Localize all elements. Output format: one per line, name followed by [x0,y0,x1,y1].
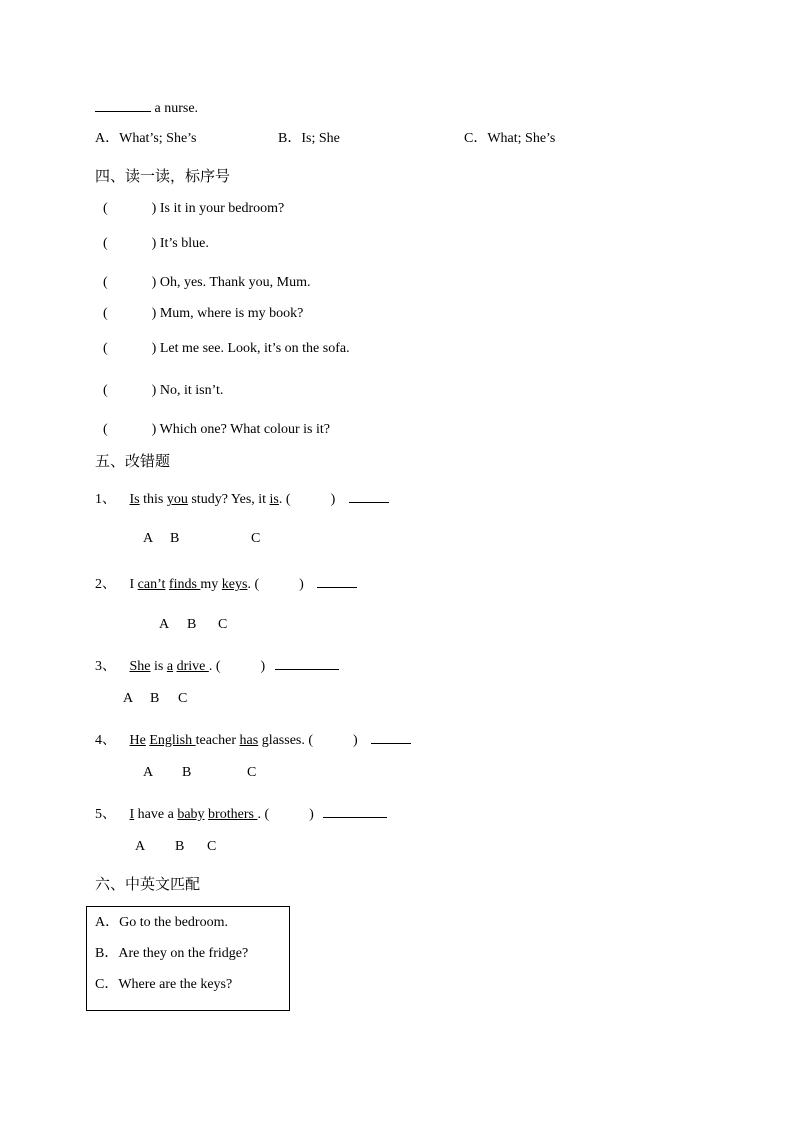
correction-blank[interactable] [349,490,389,503]
text: this [139,492,167,507]
part-c: has [239,733,259,748]
part-b: a [166,659,174,674]
part-c: brothers [208,807,258,822]
part-a: He [129,733,146,748]
text: is [150,659,167,674]
list-item [103,384,223,398]
part-b: finds [168,577,201,592]
letter-a: A [123,691,134,706]
part-a: can’t [137,577,166,592]
paren-open: ( [103,306,108,321]
paren-close: ) [260,659,266,674]
error-question-1 [95,490,389,507]
option-c: C．What; She’s [464,131,556,146]
paren-open: ( [103,201,108,216]
sentence: Mum, where is my book? [159,306,304,321]
correction-blank[interactable] [317,575,357,588]
question-tail [95,99,198,116]
correction-blank[interactable] [371,731,411,744]
paren-open: ( [254,577,260,592]
paren-close: ) [151,422,157,437]
letter-a: A [135,839,146,854]
text: my [200,577,222,592]
paren-close: ) [353,733,358,748]
option-a: A．What’s; She’s [95,131,197,146]
question-number: 4、 [95,733,116,748]
letter-b: B [150,691,160,706]
letter-c: C [207,839,217,854]
part-c: keys [221,577,248,592]
paren-close: ) [151,201,157,216]
section-5-title: 五、改错题 [95,452,171,470]
letter-b: B [187,617,197,632]
text: I [129,577,138,592]
list-item [103,237,209,251]
paren-open: ( [215,659,221,674]
sentence: Let me see. Look, it’s on the sofa. [159,341,350,356]
paren-open: ( [103,383,108,398]
text: have a [134,807,178,822]
text: glasses. [258,733,305,748]
section-6-title: 六、中英文匹配 [95,875,201,893]
letter-a: A [143,765,154,780]
part-b: English [149,733,196,748]
sentence: It’s blue. [159,236,209,251]
text: . [247,577,251,592]
paren-close: ) [151,383,157,398]
letter-b: B [175,839,185,854]
sentence: Oh, yes. Thank you, Mum. [159,275,311,290]
paren-open: ( [103,236,108,251]
letter-c: C [178,691,188,706]
paren-open: ( [264,807,270,822]
question-number: 3、 [95,659,116,674]
sentence: Is it in your bedroom? [159,201,285,216]
part-b: you [166,492,188,507]
correction-blank[interactable] [323,805,387,818]
paren-close: ) [151,275,157,290]
paren-close: ) [299,577,304,592]
paren-open: ( [103,275,108,290]
part-c: drive [176,659,209,674]
letter-b: B [170,531,180,546]
error-question-4 [95,731,411,748]
paren-open: ( [308,733,314,748]
paren-close: ) [309,807,314,822]
question-number: 2、 [95,577,116,592]
paren-open: ( [103,341,108,356]
paren-close: ) [330,492,336,507]
paren-close: ) [151,306,157,321]
correction-blank[interactable] [275,657,339,670]
match-item-b: B．Are they on the fridge? [95,946,249,961]
question-number: 5、 [95,807,116,822]
list-item [103,342,350,356]
text: . [278,492,283,507]
paren-close: ) [151,236,157,251]
question-text: a nurse. [154,101,199,116]
letter-a: A [143,531,154,546]
letter-c: C [247,765,257,780]
letter-b: B [182,765,192,780]
part-a: I [129,807,135,822]
sentence: No, it isn’t. [159,383,224,398]
match-item-a: A．Go to the bedroom. [95,915,228,930]
match-item-c: C．Where are the keys? [95,977,233,992]
list-item [103,276,310,290]
paren-close: ) [151,341,157,356]
letter-c: C [218,617,228,632]
list-item [103,307,303,321]
section-4-title: 四、读一读，标序号 [95,167,231,185]
question-number: 1、 [95,492,116,507]
letter-a: A [159,617,170,632]
part-a: Is [129,492,140,507]
part-b: baby [177,807,205,822]
text: teacher [195,733,240,748]
text: . [208,659,213,674]
sentence: Which one? What colour is it? [159,422,330,437]
list-item [103,423,330,437]
letter-c: C [251,531,261,546]
list-item [103,202,284,216]
part-a: She [129,659,151,674]
answer-blank[interactable] [95,99,151,112]
paren-open: ( [103,422,108,437]
text: . [257,807,261,822]
error-question-3 [95,657,339,674]
text: study? Yes, it [187,492,270,507]
error-question-5 [95,805,387,822]
error-question-2 [95,575,357,592]
option-b: B．Is; She [278,131,340,146]
part-c: is [269,492,279,507]
paren-open: ( [285,492,291,507]
